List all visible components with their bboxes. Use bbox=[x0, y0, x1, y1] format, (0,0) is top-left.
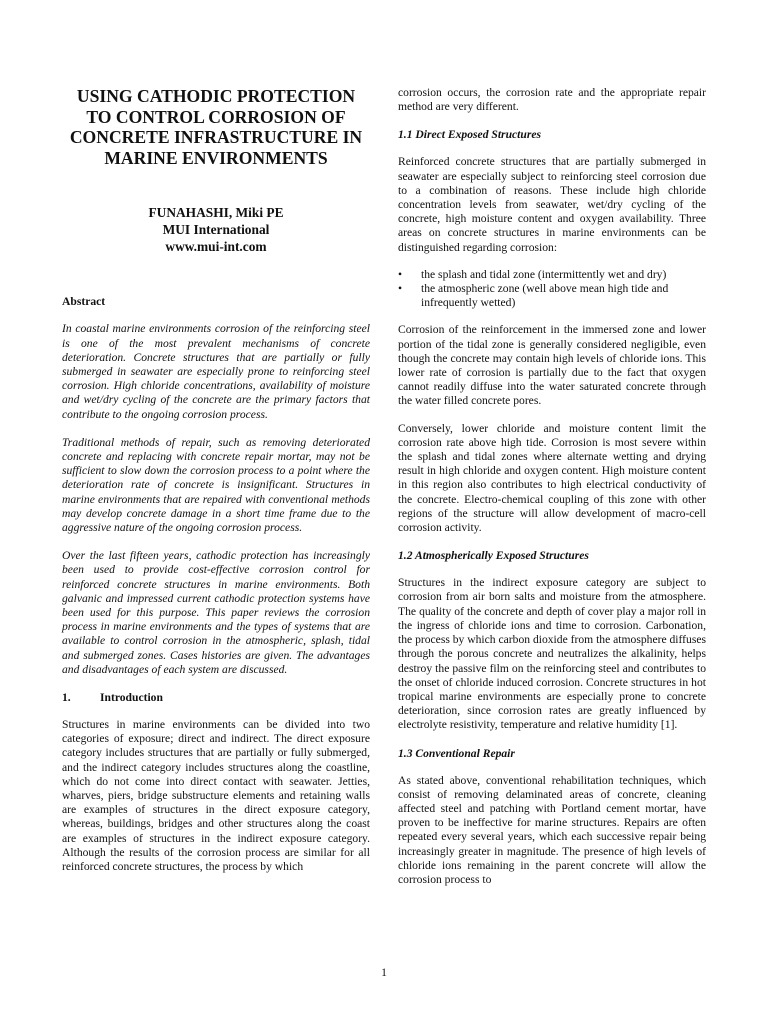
subsection-1-1-paragraph: Reinforced concrete structures that are partially submerged in seawater are especially subject to reinforcing steel corrosion due to a combination of reasons. These include high chloride concentration levels from seawater, wet/dry cycling of the concrete, high moisture content and oxygen availability. Three areas on concrete structures in marine environments can be distinguished regarding corrosion: bbox=[398, 155, 706, 254]
list-item-text: the atmospheric zone (well above mean high tide and infrequently wetted) bbox=[421, 282, 669, 310]
section-title: Introduction bbox=[100, 691, 163, 705]
list-item-text: the splash and tidal zone (intermittently wet and dry) bbox=[421, 267, 667, 281]
list-item bbox=[398, 282, 706, 310]
right-column bbox=[398, 86, 706, 900]
list-item bbox=[398, 268, 706, 282]
subsection-heading-1-2: 1.2 Atmospherically Exposed Structures bbox=[398, 549, 589, 563]
abstract-heading: Abstract bbox=[62, 295, 106, 309]
author-block bbox=[62, 204, 370, 255]
author-organization: MUI International bbox=[162, 222, 270, 238]
author-website: www.mui-int.com bbox=[165, 239, 267, 255]
subsection-1-1-paragraph: Corrosion of the reinforcement in the immersed zone and lower portion of the tidal zone is generally considered negligible, even though the concrete may contain high levels of chloride ions. This lower rate of corrosion is partially due to the fact that oxygen cannot readily diffuse into the water saturated concrete through the water filled concrete pores. bbox=[398, 323, 706, 408]
subsection-1-3-paragraph: As stated above, conventional rehabilitation techniques, which consist of removing delaminated areas of concrete, cleaning affected steel and patching with Portland cement mortar, have proven to be ineffective for marine structures. Repairs are often repeated every several years, which each successive repair being increasingly greater in magnitude. The presence of high levels of chloride ions remaining in the parent concrete will allow the corrosion process to bbox=[398, 773, 706, 886]
page-number: 1 bbox=[381, 966, 387, 979]
abstract-paragraph: Over the last fifteen years, cathodic protection has increasingly been used to provide cost-effective corrosion control for reinforced concrete structures in marine environments. Both galvanic and impressed current cathodic protection systems have been used for this purpose. This paper reviews the corrosion process in marine environments and the types of systems that are available to control corrosion in the atmospheric, splash, tidal and submerged zones. Cases histories are given. The advantages and disadvantages of each system are discussed. bbox=[62, 549, 370, 676]
section-heading-introduction bbox=[62, 691, 370, 704]
left-column bbox=[62, 86, 370, 874]
abstract-paragraph: In coastal marine environments corrosion of the reinforcing steel is one of the most prevalent mechanisms of concrete deterioration. Concrete structures that are partially or fully submerged in seawater are especially prone to reinforcing steel corrosion. High chloride concentrations, availability of moisture and wet/dry cycling of the concrete are the primary factors that contribute to the ongoing corrosion process. bbox=[62, 322, 370, 421]
zone-bullet-list bbox=[398, 268, 706, 311]
bullet-icon: • bbox=[398, 282, 403, 296]
subsection-heading-1-3: 1.3 Conventional Repair bbox=[398, 746, 515, 760]
author-name: FUNAHASHI, Miki PE bbox=[148, 205, 284, 221]
subsection-heading-1-1: 1.1 Direct Exposed Structures bbox=[398, 128, 541, 142]
abstract-body bbox=[62, 322, 370, 677]
subsection-1-1-paragraph: Conversely, lower chloride and moisture content limit the corrosion rate above high tide. Corrosion is most severe within the splash and tidal zones where alternate wetting and drying result in high chloride and oxygen content. High moisture content in this region also contributes to high electrical conductivity of the concrete. Electro-chemical coupling of this zone with other regions of the structure will allow development of macro-cell corrosion activity. bbox=[398, 421, 706, 535]
paper-title: USING CATHODIC PROTECTION TO CONTROL CORROSION OF CONCRETE INFRASTRUCTURE IN MARINE ENVIRONMENTS bbox=[69, 86, 363, 168]
introduction-paragraph: Structures in marine environments can be divided into two categories of exposure; direct and indirect. The direct exposure category includes structures that are partially or fully submerged, and the indirect category includes structures along the coastline, which do not come into direct contact with seawater. Jetties, wharves, piers, bridge substructure elements and retaining walls are examples of structures in the direct exposure category, whereas, buildings, bridges and other structures along the coast are examples of structures in the indirect exposure category. Although the results of the corrosion process are similar for all reinforced concrete structures, the process by which bbox=[62, 718, 370, 874]
section-number: 1. bbox=[62, 691, 71, 705]
subsection-1-2-paragraph: Structures in the indirect exposure category are subject to corrosion from air born salts and moisture from the atmosphere. The quality of the concrete and depth of cover play a major roll in the ingress of chloride ions and time to corrosion. Carbonation, the process by which carbon dioxide from the atmosphere diffuses through the porous concrete and neutralizes the alkalinity, helps destroy the passive film on the reinforcing steel and contributes to the onset of chloride induced corrosion. Concrete structures in hot tropical marine environments are especially prone to concrete deterioration, since corrosion rates are greatly influenced by electrolyte resistivity, temperature and relative humidity [1]. bbox=[398, 576, 706, 732]
abstract-paragraph: Traditional methods of repair, such as removing deteriorated concrete and replacing with concrete repair mortar, may not be sufficient to slow down the corrosion process to a point where the deterioration rate of concrete is insignificant. Structures in marine environments that are repaired with conventional methods may develop concrete damage in a short time frame due to the aggressive nature of the ongoing corrosion process. bbox=[62, 435, 370, 535]
continuation-paragraph: corrosion occurs, the corrosion rate and the appropriate repair method are very different. bbox=[398, 86, 706, 114]
bullet-icon: • bbox=[398, 267, 403, 281]
